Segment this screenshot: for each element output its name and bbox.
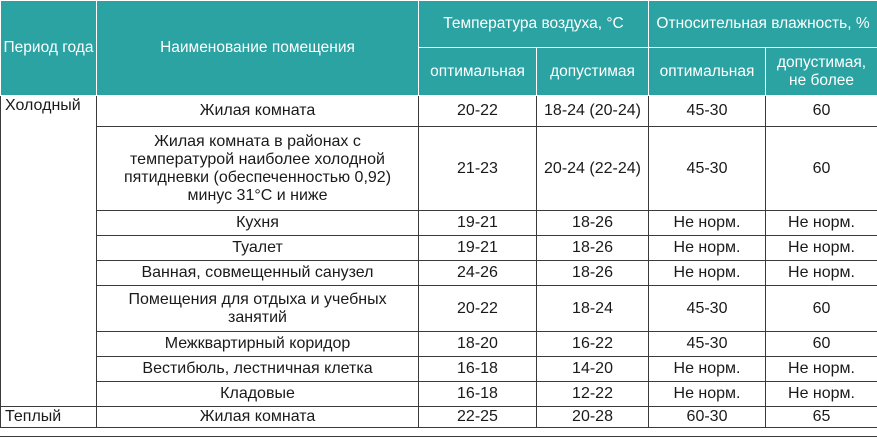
table-row	[1, 382, 877, 407]
table-row	[1, 211, 877, 236]
period-cold: Холодный	[1, 96, 97, 407]
humidity-optimal-cell: 45-30	[649, 286, 766, 332]
room-cell: Кухня	[97, 211, 419, 236]
temp-optimal-cell: 20-22	[419, 286, 537, 332]
humidity-allowed-cell: Не норм.	[766, 211, 877, 236]
humidity-optimal-cell: Не норм.	[649, 382, 766, 407]
humidity-allowed-cell: 60	[766, 332, 877, 357]
humidity-allowed-cell: 60	[766, 96, 877, 127]
temp-allowed-cell: 18-26	[537, 236, 649, 261]
humidity-optimal-cell: 60-30	[649, 407, 766, 428]
table-row	[1, 96, 877, 127]
room-cell: Жилая комната	[97, 407, 419, 428]
humidity-optimal-cell: 45-30	[649, 127, 766, 211]
header-temp-optimal: оптимальная	[419, 48, 537, 96]
table-row	[1, 357, 877, 382]
table-row	[1, 261, 877, 286]
temp-optimal-cell: 16-18	[419, 382, 537, 407]
temp-optimal-cell: 20-22	[419, 96, 537, 127]
room-cell: Вестибюль, лестничная клетка	[97, 357, 419, 382]
header-temperature: Температура воздуха, °С	[419, 1, 649, 48]
header-humidity-allowed: допустимая, не более	[766, 48, 877, 96]
temp-optimal-cell: 16-18	[419, 357, 537, 382]
humidity-allowed-cell: Не норм.	[766, 261, 877, 286]
header-room: Наименование помещения	[97, 1, 419, 96]
humidity-allowed-cell: 60	[766, 127, 877, 211]
temp-optimal-cell: 21-23	[419, 127, 537, 211]
humidity-optimal-cell: Не норм.	[649, 357, 766, 382]
temp-allowed-cell: 16-22	[537, 332, 649, 357]
room-cell: Жилая комната	[97, 96, 419, 127]
temp-optimal-cell: 19-21	[419, 211, 537, 236]
table-row	[1, 236, 877, 261]
temp-allowed-cell: 20-24 (22-24)	[537, 127, 649, 211]
temp-optimal-cell: 24-26	[419, 261, 537, 286]
period-warm: Теплый	[1, 407, 97, 428]
temp-optimal-cell: 19-21	[419, 236, 537, 261]
table-row	[1, 407, 877, 428]
temp-allowed-cell: 18-26	[537, 211, 649, 236]
temp-optimal-cell: 18-20	[419, 332, 537, 357]
header-period: Период года	[1, 1, 97, 96]
header-temp-allowed: допустимая	[537, 48, 649, 96]
table-row	[1, 127, 877, 211]
temp-allowed-cell: 20-28	[537, 407, 649, 428]
header-humidity: Относительная влажность, %	[649, 1, 877, 48]
table-row	[1, 332, 877, 357]
temp-allowed-cell: 12-22	[537, 382, 649, 407]
table-body	[1, 96, 877, 428]
humidity-allowed-cell: 65	[766, 407, 877, 428]
temp-allowed-cell: 18-24	[537, 286, 649, 332]
humidity-optimal-cell: 45-30	[649, 332, 766, 357]
humidity-allowed-cell: Не норм.	[766, 357, 877, 382]
room-cell: Межквартирный коридор	[97, 332, 419, 357]
header-humidity-optimal: оптимальная	[649, 48, 766, 96]
room-cell: Помещения для отдыха и учебных занятий	[97, 286, 419, 332]
temp-allowed-cell: 18-24 (20-24)	[537, 96, 649, 127]
humidity-allowed-cell: Не норм.	[766, 236, 877, 261]
table-header	[1, 1, 877, 96]
humidity-allowed-cell: 60	[766, 286, 877, 332]
room-cell: Ванная, совмещенный санузел	[97, 261, 419, 286]
humidity-optimal-cell: Не норм.	[649, 261, 766, 286]
humidity-allowed-cell: Не норм.	[766, 382, 877, 407]
humidity-optimal-cell: Не норм.	[649, 211, 766, 236]
temp-allowed-cell: 14-20	[537, 357, 649, 382]
humidity-optimal-cell: 45-30	[649, 96, 766, 127]
temp-optimal-cell: 22-25	[419, 407, 537, 428]
room-cell: Жилая комната в районах с температурой наиболее холодной пятидневки (обеспеченностью 0,92) минус 31°С и ниже	[97, 127, 419, 211]
room-cell: Туалет	[97, 236, 419, 261]
humidity-optimal-cell: Не норм.	[649, 236, 766, 261]
table-row	[1, 286, 877, 332]
room-cell: Кладовые	[97, 382, 419, 407]
temp-allowed-cell: 18-26	[537, 261, 649, 286]
